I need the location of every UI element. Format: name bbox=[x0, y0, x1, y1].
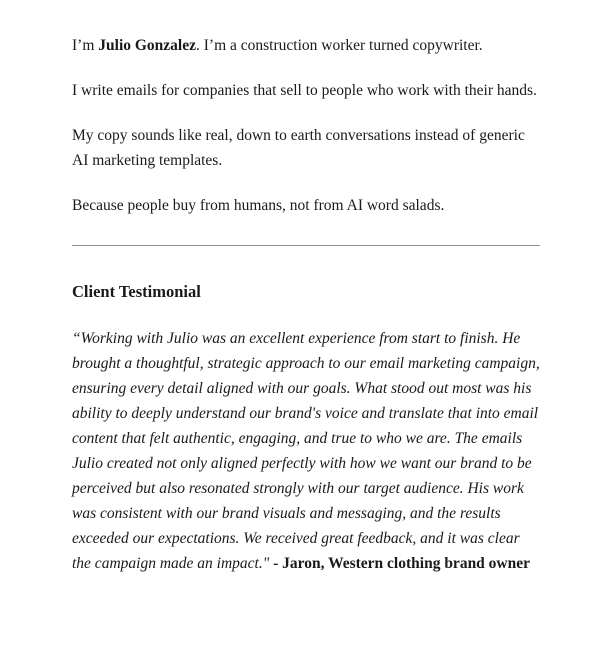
intro-p1-suffix: . I’m a construction worker turned copywriter. bbox=[196, 37, 483, 54]
testimonial-attribution: - Jaron, Western clothing brand owner bbox=[273, 555, 531, 572]
intro-paragraph-3: My copy sounds like real, down to earth conversations instead of generic AI marketing templates. bbox=[72, 127, 525, 169]
intro-paragraph-1 bbox=[72, 33, 540, 58]
testimonial-quote: “Working with Julio was an excellent experience from start to finish. He brought a thoughtful, strategic approach to our email marketing campaign, ensuring every detail aligned with our goals. What stood out most was his ability to deeply understand our brand's voice and translate that into email content that felt authentic, engaging, and true to who we are. The emails Julio created not only aligned perfectly with how we want our brand to be perceived but also resonated strongly with our target audience. His work was consistent with our brand visuals and messaging, and the results exceeded our expectations. We received great feedback, and it was clear the campaign made an impact." bbox=[72, 330, 540, 572]
intro-paragraph-2: I write emails for companies that sell to people who work with their hands. bbox=[72, 82, 537, 99]
testimonial-paragraph bbox=[72, 326, 540, 576]
testimonial-heading: Client Testimonial bbox=[72, 282, 201, 301]
section-divider bbox=[72, 245, 540, 246]
intro-paragraph-4: Because people buy from humans, not from AI word salads. bbox=[72, 197, 445, 214]
author-name: Julio Gonzalez bbox=[98, 37, 196, 54]
intro-p1-prefix: I’m bbox=[72, 37, 99, 54]
